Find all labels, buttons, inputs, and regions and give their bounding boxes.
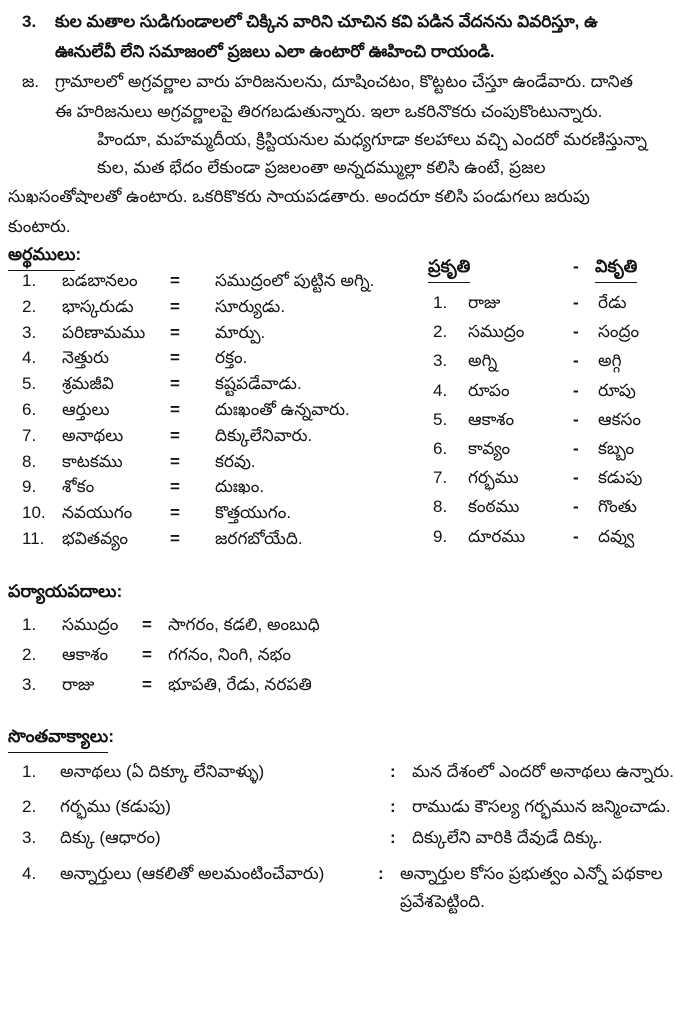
item-number: 3. (433, 351, 448, 371)
answer-line-5: సుఖసంతోషాలతో ఉంటారు. ఒకరికొకరు సాయపడతారు. అందరూ కలిసి పండుగలు జరుపు (8, 187, 590, 206)
source-word: రాజు (62, 675, 95, 694)
meanings-row (22, 449, 374, 475)
item-number: 1. (22, 615, 37, 634)
meanings-table (22, 268, 374, 552)
sentence-word-label: దిక్కు (ఆధారం) (60, 828, 161, 847)
item-number: 7. (22, 425, 37, 445)
vikriti-word: ఆకసం (598, 409, 641, 429)
sentence-text: రాముడు కౌసల్య గర్భమున జన్మించాడు. (412, 797, 671, 816)
dash: - (573, 322, 579, 342)
vikriti-word: దవ్వు (598, 526, 635, 546)
prakriti-word: సముద్రం (468, 322, 525, 342)
source-word: నెత్తురు (62, 348, 110, 368)
synonyms-table (22, 610, 320, 700)
source-word: కాటకము (62, 451, 123, 471)
prakriti-table (433, 288, 642, 551)
sentence-word-label: అనాథలు (ఏ దిక్కూ లేనివాళ్ళు) (60, 762, 265, 781)
prakriti-heading (428, 256, 637, 283)
item-number: 10. (22, 503, 46, 523)
source-word: సముద్రం (62, 615, 119, 634)
equals-sign: = (142, 615, 152, 634)
equals-sign: = (142, 675, 152, 694)
source-word: శోకం (62, 477, 95, 497)
prakriti-word: కావ్యం (468, 438, 511, 458)
answer-marker: జ. (22, 72, 40, 91)
item-number: 1. (22, 271, 37, 290)
synonyms-list: సాగరం, కడలి, అంబుధి (168, 615, 320, 634)
synonyms-list: భూపతి, రేడు, నరపతి (168, 675, 312, 694)
answer-line-2: ఈ హరిజనులు అగ్రవర్ణాలపై తిరగబడుతున్నారు. ఇలా ఒకరినొకరు చంపుకొంటున్నారు. (55, 102, 603, 121)
dash: - (573, 468, 579, 488)
dash: - (573, 497, 579, 517)
equals-sign: = (170, 477, 180, 497)
prakriti-row (433, 317, 642, 346)
meaning-text: దిక్కులేనివారు. (215, 425, 313, 445)
sentence-word-label: గర్భము (కడుపు) (60, 797, 171, 816)
dash: - (573, 526, 579, 546)
vikriti-word: రూపు (598, 380, 636, 400)
question-line-2: ఊనులేవీ లేని సమాజంలో ప్రజలు ఎలా ఉంటారో ఊహించి రాయండి. (55, 42, 495, 61)
equals-sign: = (170, 296, 180, 316)
dash: - (573, 293, 579, 312)
sentence-text-line1: అన్నార్తుల కోసం ప్రభుత్వం ఎన్నో పథకాల (400, 864, 663, 883)
source-word: అనాథలు (62, 425, 124, 445)
sentence-word-label: అన్నార్తులు (ఆకలితో అలమంటించేవారు) (60, 864, 325, 883)
prakriti-heading-left-text: ప్రకృతి (428, 256, 470, 283)
meaning-text: సూర్యుడు. (215, 296, 286, 316)
answer-line-4: కుల, మత భేదం లేకుండా ప్రజలంతా అన్నదమ్ముల్లా కలిసి ఉంటే, ప్రజల (97, 158, 546, 177)
prakriti-row (433, 376, 642, 405)
item-number: 6. (22, 399, 37, 419)
meaning-text: కొత్తయుగం. (215, 503, 292, 523)
sentences-heading (8, 726, 114, 753)
dash: - (573, 409, 579, 429)
synonyms-row (22, 670, 320, 700)
source-word: భాస్కరుడు (62, 296, 134, 316)
meaning-text: దుఃఖంతో ఉన్నవారు. (215, 399, 350, 419)
item-number: 11. (22, 528, 45, 548)
item-number: 4. (22, 348, 37, 368)
item-number: 7. (433, 468, 448, 488)
sentence-text: దిక్కులేని వారికి దేవుడే దిక్కు. (412, 828, 603, 847)
equals-sign: = (170, 374, 180, 394)
item-number: 3. (22, 828, 37, 847)
meaning-text: రక్తం. (215, 348, 248, 368)
item-number: 9. (433, 526, 448, 546)
prakriti-row (433, 288, 642, 317)
dash: - (573, 351, 579, 371)
meaning-text: జరగబోయేది. (215, 528, 303, 548)
sentence-text (400, 860, 663, 916)
synonyms-row (22, 640, 320, 670)
answer-line-6: కుంటారు. (8, 217, 71, 236)
source-word: భవితవ్యం (62, 528, 128, 548)
prakriti-word: గర్భము (468, 468, 519, 488)
item-number: 5. (22, 374, 37, 394)
synonyms-heading: పర్యాయపదాలు: (8, 581, 123, 601)
synonyms-list: గగనం, నింగి, నభం (168, 645, 292, 664)
meanings-row (22, 371, 374, 397)
source-word: పరిణామము (62, 322, 146, 342)
equals-sign: = (170, 425, 180, 445)
question-line-1: కుల మతాల సుడిగుండాలలో చిక్కిన వారిని చూచిన కవి పడిన వేదనను వివరిస్తూ, ఉ (55, 12, 598, 31)
prakriti-word: కంఠము (468, 497, 520, 517)
sentence-row (22, 860, 663, 916)
vikriti-word: గొంతు (598, 497, 637, 517)
item-number: 2. (433, 322, 448, 342)
sentences-heading-text: సొంతవాక్యాలు (8, 726, 108, 753)
item-number: 8. (433, 497, 448, 517)
item-number: 3. (22, 322, 37, 342)
item-number: 9. (22, 477, 37, 497)
equals-sign: = (170, 322, 180, 342)
meanings-row (22, 423, 374, 449)
meaning-text: దుఃఖం. (215, 477, 265, 497)
synonyms-row (22, 610, 320, 640)
answer-line-1: గ్రామాలలో అగ్రవర్ణాల వారు హరిజనులను, దూషించటం, కొట్టటం చేస్తూ ఉండేవారు. దానిత (55, 72, 633, 91)
item-number: 1. (22, 762, 37, 781)
meaning-text: సముద్రంలో పుట్టిన అగ్ని. (215, 271, 375, 290)
source-word: శ్రమజీవి (62, 374, 114, 394)
source-word: ఆర్తులు (62, 399, 110, 419)
answer-line-3: హిందూ, మహమ్మదీయ, క్రిస్టియనుల మధ్యగూడా కలహాలు వచ్చి ఎందరో మరణిస్తున్నా (97, 130, 648, 149)
prakriti-word: అగ్ని (468, 351, 498, 371)
item-number: 2. (22, 296, 37, 316)
prakriti-row (433, 346, 642, 375)
prakriti-row (433, 463, 642, 492)
meanings-heading-colon: : (75, 244, 82, 264)
prakriti-row (433, 492, 642, 521)
source-word: ఆకాశం (62, 645, 109, 664)
prakriti-word: రాజు (468, 293, 501, 312)
meanings-row (22, 345, 374, 371)
item-number: 3. (22, 675, 37, 694)
dash: - (573, 256, 579, 276)
prakriti-row (433, 522, 642, 551)
item-number: 2. (22, 645, 37, 664)
prakriti-word: దూరము (468, 526, 526, 546)
equals-sign: = (170, 451, 180, 471)
dash: - (573, 438, 579, 458)
meanings-heading (8, 244, 81, 271)
sentence-text: మన దేశంలో ఎందరో అనాథలు ఉన్నారు. (412, 762, 674, 781)
source-word: బడబానలం (62, 271, 138, 290)
prakriti-row (433, 405, 642, 434)
vikriti-word: రేడు (598, 293, 627, 312)
item-number: 4. (433, 380, 448, 400)
prakriti-heading-left (428, 256, 573, 283)
colon-sign: : (390, 762, 396, 781)
equals-sign: = (170, 503, 180, 523)
vikriti-word: కబ్బం (598, 438, 635, 458)
colon-sign: : (390, 828, 396, 847)
colon-sign: : (378, 864, 384, 883)
meanings-row (22, 526, 374, 552)
sentence-row (22, 793, 671, 821)
meaning-text: కష్టపడేవాడు. (215, 374, 302, 394)
meaning-text: మార్పు. (215, 322, 266, 342)
meanings-row (22, 320, 374, 346)
equals-sign: = (170, 271, 180, 290)
meaning-text: కరవు. (215, 451, 256, 471)
item-number: 6. (433, 438, 448, 458)
item-number: 8. (22, 451, 37, 471)
vikriti-word: కడుపు (598, 468, 643, 488)
prakriti-word: రూపం (468, 380, 510, 400)
equals-sign: = (170, 528, 180, 548)
vikriti-word: అగ్గి (598, 351, 622, 371)
meanings-row (22, 294, 374, 320)
meanings-row (22, 474, 374, 500)
item-number: 5. (433, 409, 448, 429)
question-number: 3. (22, 12, 37, 31)
item-number: 2. (22, 797, 37, 816)
item-number: 1. (433, 293, 448, 312)
vikriti-word: సంద్రం (598, 322, 640, 342)
equals-sign: = (142, 645, 152, 664)
prakriti-word: ఆకాశం (468, 409, 515, 429)
source-word: నవయుగం (62, 503, 133, 523)
sentence-text-line2: ప్రవేశపెట్టింది. (400, 892, 485, 911)
sentences-heading-colon: : (108, 726, 115, 746)
meanings-row (22, 500, 374, 526)
equals-sign: = (170, 399, 180, 419)
meanings-heading-text: అర్థములు (8, 244, 75, 271)
vikriti-heading-text (595, 256, 637, 283)
prakriti-row (433, 434, 642, 463)
sentence-row (22, 758, 674, 786)
sentence-row (22, 824, 603, 852)
meanings-row (22, 268, 374, 294)
colon-sign: : (390, 797, 396, 816)
meanings-row (22, 397, 374, 423)
vikriti-heading-right-text: వికృతి (595, 256, 637, 283)
dash: - (573, 380, 579, 400)
item-number: 4. (22, 864, 37, 883)
equals-sign: = (170, 348, 180, 368)
